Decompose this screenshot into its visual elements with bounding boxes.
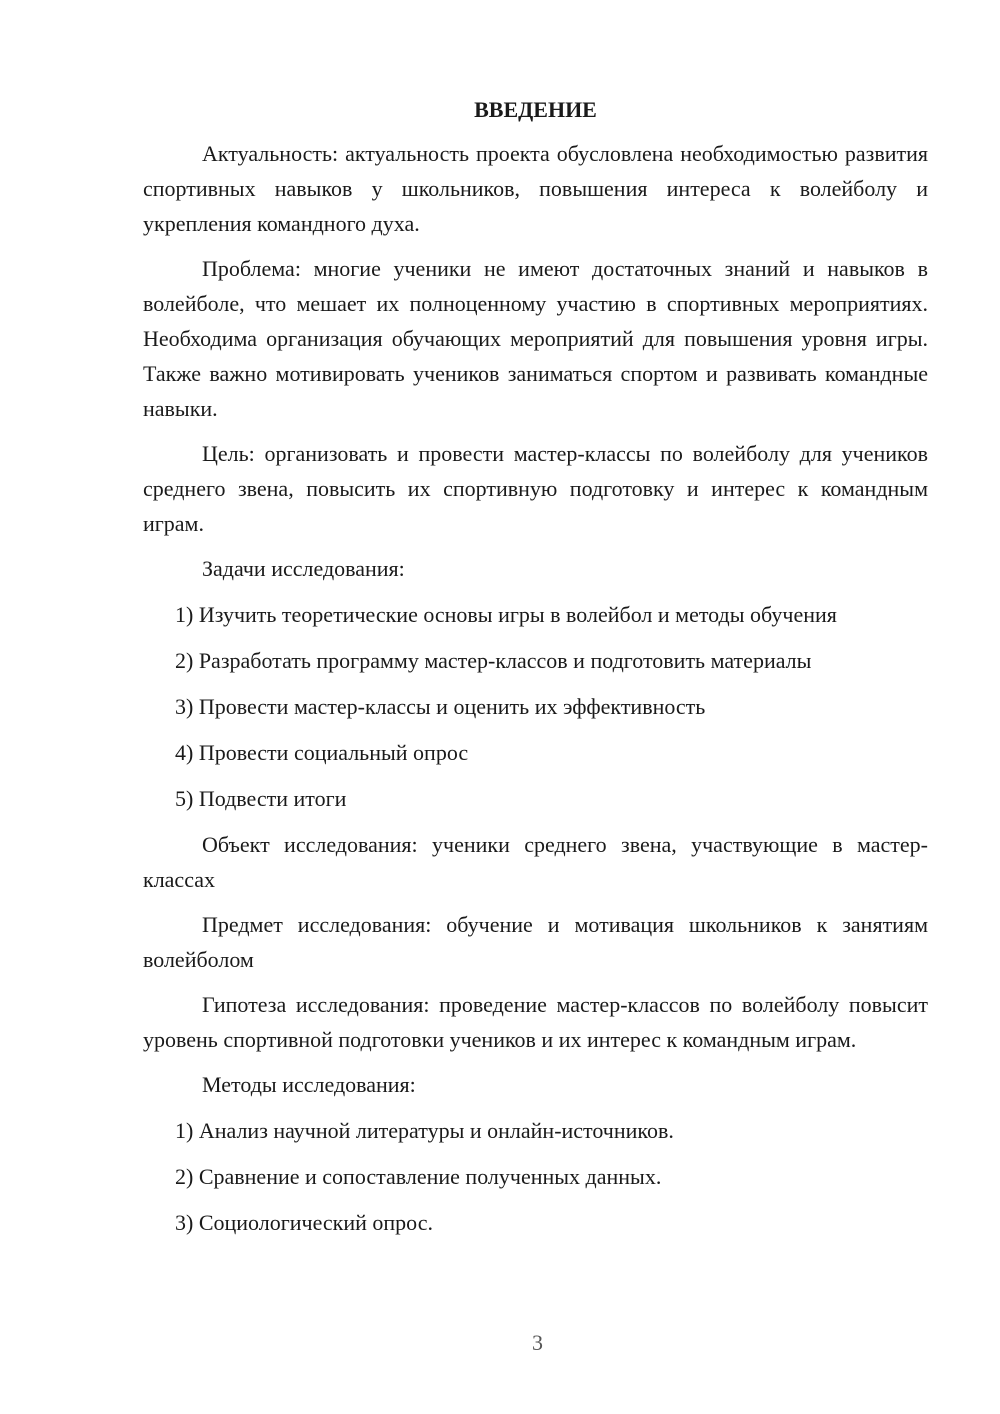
hypothesis-paragraph: Гипотеза исследования: проведение мастер-классов по волейболу повысит уровень спортивной подготовки учеников и их интерес к командным играм.	[143, 992, 928, 1052]
task-item: 2) Разработать программу мастер-классов и подготовить материалы	[175, 648, 812, 673]
page-content	[143, 94, 928, 1251]
goal-paragraph: Цель: организовать и провести мастер-классы по волейболу для учеников среднего звена, повысить их спортивную подготовку и интерес к командным играм.	[143, 441, 928, 536]
method-item: 1) Анализ научной литературы и онлайн-источников.	[175, 1118, 674, 1143]
subject-paragraph: Предмет исследования: обучение и мотивация школьников к занятиям волейболом	[143, 912, 928, 972]
task-item: 3) Провести мастер-классы и оценить их эффективность	[175, 694, 706, 719]
page-number: 3	[532, 1330, 543, 1355]
task-item: 1) Изучить теоретические основы игры в волейбол и методы обучения	[175, 602, 837, 627]
task-item: 4) Провести социальный опрос	[175, 740, 469, 765]
methods-heading: Методы исследования:	[202, 1072, 416, 1097]
problem-paragraph: Проблема: многие ученики не имеют достаточных знаний и навыков в волейболе, что мешает их полноценному участию в спортивных мероприятиях. Необходима организация обучающих мероприятий для повышения уровня игры. Также важно мотивировать учеников заниматься спортом и развивать командные навыки.	[143, 256, 928, 421]
method-item: 2) Сравнение и сопоставление полученных данных.	[175, 1164, 662, 1189]
method-item: 3) Социологический опрос.	[175, 1210, 433, 1235]
methods-list	[143, 1113, 928, 1240]
object-paragraph: Объект исследования: ученики среднего звена, участвующие в мастер-классах	[143, 832, 928, 892]
relevance-paragraph: Актуальность: актуальность проекта обусловлена необходимостью развития спортивных навыков у школьников, повышения интереса к волейболу и укрепления командного духа.	[143, 141, 928, 236]
page-title: ВВЕДЕНИЕ	[474, 97, 597, 122]
tasks-list	[143, 597, 928, 816]
task-item: 5) Подвести итоги	[175, 786, 347, 811]
tasks-heading: Задачи исследования:	[202, 556, 405, 581]
